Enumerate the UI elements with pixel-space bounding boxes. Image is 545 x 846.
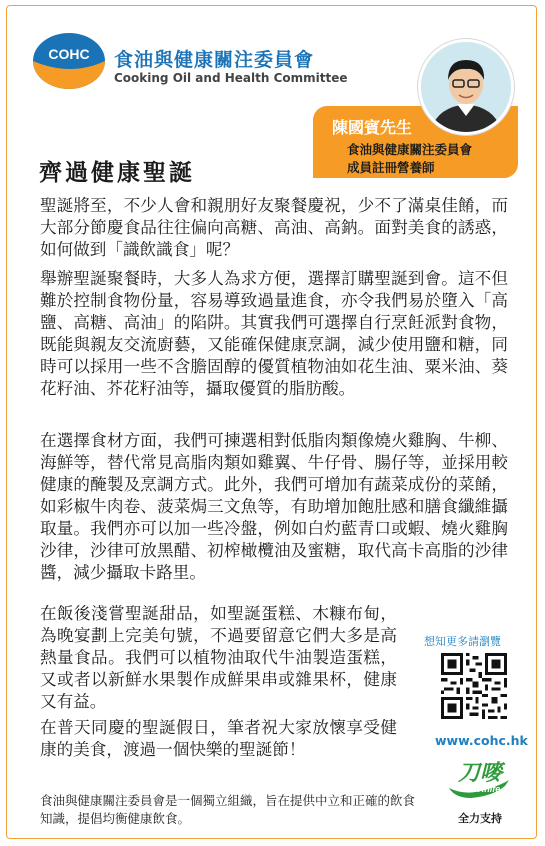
article-card	[6, 5, 537, 839]
more-info-label: 想知更多請瀏覽	[424, 635, 501, 648]
cohc-logo-icon	[31, 31, 111, 93]
sponsor-name-en: Knife	[477, 784, 501, 794]
paragraph-3: 在選擇食材方面，我們可揀選相對低脂肉類像燒火雞胸、牛柳、海鮮等，替代常見高脂肉類如雞翼、牛仔骨、腸仔等，並採用較健康的醃製及烹調方式。此外，我們可增加有蔬菜成份的菜餚，如彩椒牛肉卷、菠菜焗三文魚等，有助增加飽肚感和膳食纖維攝取量。我們亦可以加一些冷盤，例如白灼藍青口或蝦、燒火雞胸沙律，沙律可放黑醋、初榨橄欖油及蜜糖，取代高卡高脂的沙律醬，減少攝取卡路里。	[40, 431, 508, 582]
author-role-line1: 食油與健康關注委員會	[347, 142, 473, 157]
paragraph-4: 在飯後淺嘗聖誕甜品，如聖誕蛋糕、木糠布甸，為晚宴劃上完美句號，不過要留意它們大多是高熱量食品。我們可以植物油取代牛油製造蛋糕，又或者以新鮮水果製作成鮮果串或雜果杯，健康又有益。	[40, 604, 397, 711]
article-title: 齊過健康聖誕	[39, 160, 195, 186]
organization-name-zh: 食油與健康關注委員會	[114, 49, 315, 71]
organization-name-en: Cooking Oil and Health Committee	[114, 71, 348, 85]
author-photo	[418, 39, 514, 135]
sponsor-name-zh: 刀嘜	[457, 760, 503, 785]
author-role-line2: 成員註冊營養師	[347, 160, 435, 175]
support-label: 全力支持	[458, 812, 502, 825]
person-icon	[421, 42, 511, 132]
paragraph-5: 在普天同慶的聖誕假日，筆者祝大家放懷享受健康的美食，渡過一個快樂的聖誕節！	[40, 718, 397, 759]
knife-brand-logo-icon	[445, 758, 513, 800]
website-link[interactable]: www.cohc.hk	[435, 733, 528, 748]
footnote: 食油與健康關注委員會是一個獨立組織，旨在提供中立和正確的飲食知識，提倡均衡健康飲食。	[40, 793, 416, 826]
author-name: 陳國賓先生	[332, 118, 413, 137]
paragraph-2: 舉辦聖誕聚餐時，大多人為求方便，選擇訂購聖誕到會。這不但難於控制食物份量，容易導致過量進食，亦令我們易於墮入「高鹽、高糖、高油」的陷阱。其實我們可選擇自行烹飪派對食物，既能與親友交流廚藝，又能確保健康烹調，減少使用鹽和糖，同時可以採用一些不含膽固醇的優質植物油如花生油、粟米油、葵花籽油、芥花籽油等，攝取優質的脂肪酸。	[40, 269, 508, 398]
qr-code-icon[interactable]	[441, 653, 507, 719]
paragraph-1: 聖誕將至，不少人會和親朋好友聚餐慶祝，少不了滿桌佳餚，而大部分節慶食品往往偏向高糖、高油、高鈉。面對美食的誘惑，如何做到「識飲識食」呢？	[40, 196, 508, 259]
logo-text: COHC	[48, 46, 90, 62]
